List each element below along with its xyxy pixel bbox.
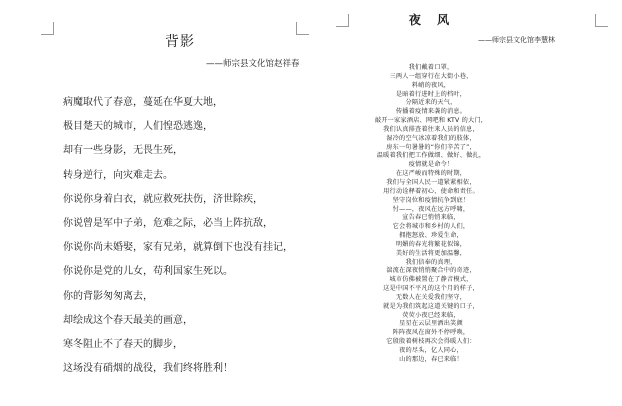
poem-line: 湿冷的空气冰凉着我们的肢体， (386, 134, 476, 142)
poem-line: 是暗着行进时上的档叶， (395, 90, 467, 98)
poem-line: 山的那边，春已来临！ (399, 355, 463, 363)
poem-title: 夜 风 (408, 13, 456, 27)
poem-line: 阵阵夜风在窗外不停呼唤， (392, 329, 470, 337)
poem-line: 它殷殷着树枝再次会得暖人们： (386, 338, 476, 346)
poem-line: 疫情就是命令！ (408, 161, 454, 169)
poem-line: 病魔取代了春意，蔓延在华夏大地， (63, 97, 223, 108)
poem-body (63, 91, 293, 381)
poem-line: 用行动诠释着初心、使命和责任。 (383, 187, 479, 195)
poem-line: 就是为我们筑起这道关键的口子， (383, 302, 479, 310)
poem-line: 却绘成这个春天最美的画意， (63, 314, 193, 326)
poem-line: 城市仿佛被置在了静音模式， (389, 276, 473, 284)
poem-body (347, 64, 515, 365)
poem-line: 我们认真排查着往来人员的信息， (383, 125, 479, 133)
poem-line: 三两人一组穿行在大街小巷， (389, 72, 473, 80)
poem-line: 美好的生活将更加温馨， (395, 249, 467, 257)
poem-line: 这场没有硝烟的战役，我们终将胜利！ (63, 363, 233, 375)
poem-line: 你说你是党的儿女，苟利国家生死以。 (63, 266, 233, 278)
poem-line: 我们戴着口罩， (408, 64, 454, 71)
poem-line: 湍流在深夜悄悄聚合中的奇迹， (386, 267, 476, 275)
poem-line: 你的背影匆匆离去， (63, 290, 153, 302)
poem-line: 寒冬阻止不了春天的脚步， (63, 338, 183, 350)
poem-line: 你说你身着白衣，就应救死扶伤，济世除疾， (63, 193, 263, 205)
poem-line: 料峭的夜风， (411, 81, 451, 89)
poem-line: 极目楚天的城市，人们惶恐逃逸， (63, 121, 213, 133)
poem-line: 房东一句暑暑的“你们辛苦了”， (386, 143, 476, 151)
poem-title: 背影 (165, 34, 195, 50)
poem-line: 敲开一家家酒店、网吧和 KTV 的大门， (374, 117, 488, 125)
poem-line: 在这严峻而特殊的时期， (395, 170, 467, 178)
poem-line: 你说曾是军中子弟，危难之际，必当上阵抗敌， (63, 217, 273, 229)
poem-line: 宣告春已悄悄来临， (402, 214, 460, 222)
poem-line: 忖——，夜风在远方呼啸， (392, 205, 470, 213)
poem-line: 星星在云层里洒出笑颜 (399, 320, 463, 328)
poem-line: 分隔近来的天气， (405, 99, 457, 107)
poem-byline: ——师宗县文化馆赵祥春 (206, 59, 300, 69)
right-page (311, 0, 622, 406)
poem-line: 夜的尽头，亿人同心， (399, 347, 463, 354)
poem-line: 坚守岗位和疫情抗争到底！ (392, 196, 470, 204)
poem-line: 荧荧小夜已经来临， (402, 311, 460, 319)
poem-line: 传播着疫情来袭的消息。 (395, 108, 467, 116)
poem-byline: ——师宗县文化馆李慧林 (478, 36, 555, 44)
poem-line: 这是中国不平凡的这个月的样子， (383, 285, 479, 293)
poem-line: 我们信奉的真理， (405, 258, 457, 266)
poem-line: 我们与全国人民一道紧紧相依， (386, 178, 476, 186)
poem-line: 却有一些身影，无畏生死， (63, 145, 183, 157)
poem-line: 温暖着我们把工作做细、做好、做扎， (376, 152, 486, 160)
poem-line: 你说你尚未婚娶，家有兄弟，就算倒下也没有挂记， (63, 242, 293, 254)
poem-line: 转身逆行，向灾难走去。 (63, 169, 173, 181)
poem-line: 明媚的春光将繁花似锦， (395, 240, 467, 248)
poem-line: 无数人在关爱我们坚守， (395, 293, 467, 301)
poem-line: 它会将城市和乡村的人们， (392, 223, 470, 231)
poem-line: 拥抱怒放、珍爱生命， (399, 232, 463, 240)
